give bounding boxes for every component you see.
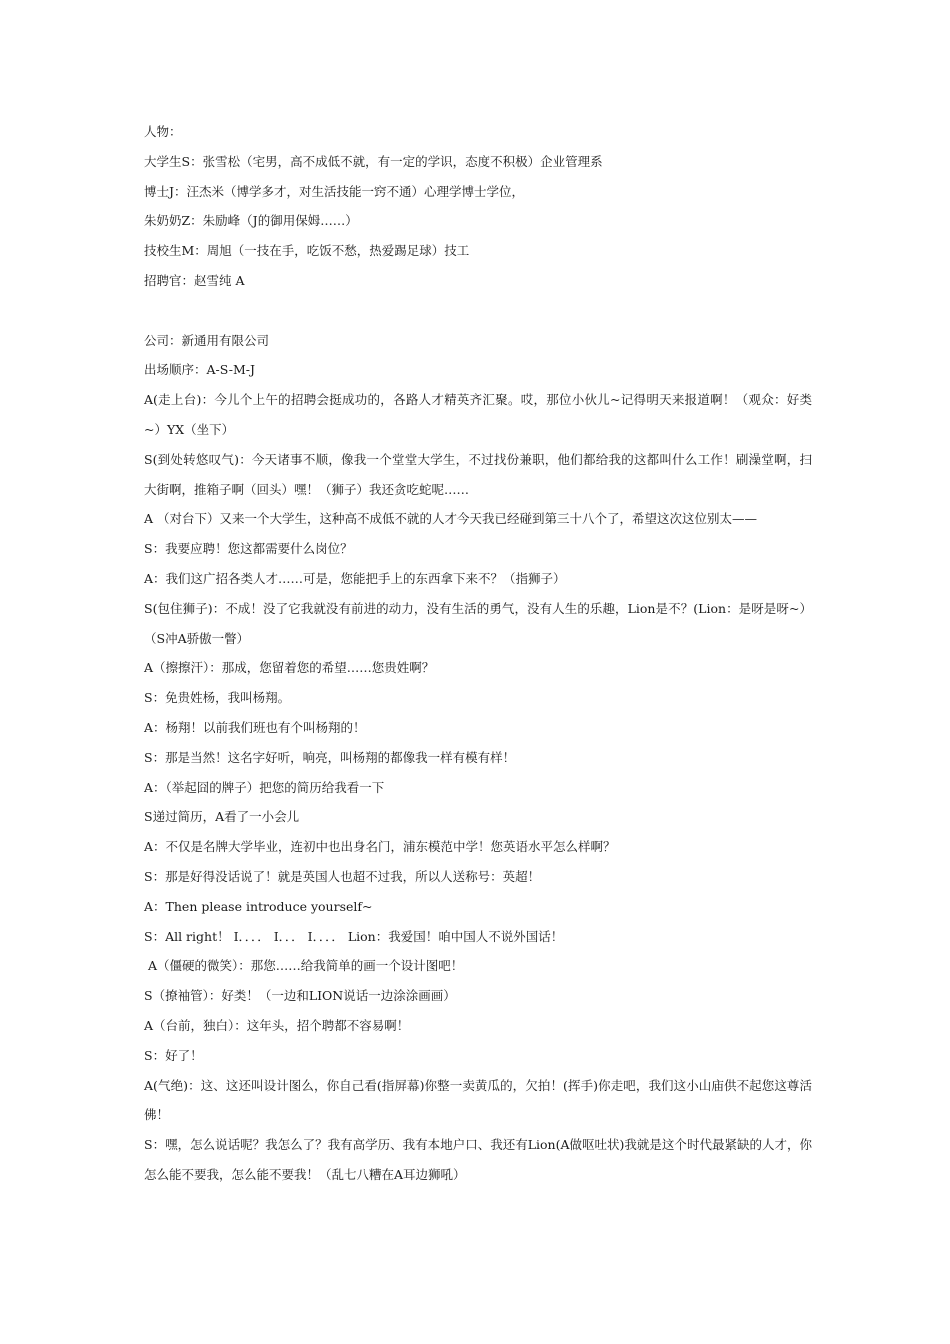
cast-heading: 人物： — [144, 124, 182, 139]
blank-line — [144, 296, 812, 326]
script-line: A（擦擦汗）：那成，您留着您的希望……您贵姓啊？ — [144, 660, 435, 676]
script-line: S：免贵姓杨，我叫杨翔。 — [144, 690, 291, 706]
cast-member: 朱奶奶Z：朱励峰（J的御用保姆……） — [144, 213, 358, 229]
script-line: S（撩袖管）：好类！（一边和LION说话一边涂涂画画） — [144, 988, 456, 1004]
script-line: A（台前，独白）：这年头，招个聘都不容易啊！ — [144, 1017, 410, 1033]
script-line: A （对台下）又来一个大学生，这种高不成低不就的人才今天我已经碰到第三十八个了，希望这次这位别太—— — [144, 511, 758, 527]
script-line: A：（举起囧的牌子）把您的简历给我看一下 — [144, 779, 385, 795]
cast-member: 技校生M：周旭（一技在手，吃饭不愁，热爱踢足球）技工 — [144, 243, 470, 259]
script-line: A：不仅是名牌大学毕业，连初中也出身名门，浦东模范中学！您英语水平怎么样啊？ — [144, 839, 616, 855]
script-line: A：杨翔！以前我们班也有个叫杨翔的！ — [144, 719, 366, 735]
script-line: A：Then please introduce yourself~ — [144, 898, 373, 914]
document-page — [144, 117, 812, 1190]
script-line: A(气绝)：这、这还叫设计图么，你自己看(指屏幕)你整一卖黄瓜的，欠拍！(挥手)你走吧，我们这小山庙供不起您这尊活佛！ — [144, 1077, 812, 1123]
cast-member: 大学生S：张雪松（宅男，高不成低不就，有一定的学识，态度不积极）企业管理系 — [144, 153, 603, 169]
cast-member: 博士J：汪杰米（博学多才，对生活技能一窍不通）心理学博士学位， — [144, 183, 525, 199]
script-line: S：那是好得没话说了！就是英国人也超不过我，所以人送称号：英超！ — [144, 868, 541, 884]
script-line: S递过简历，A看了一小会儿 — [144, 809, 300, 825]
cast-member: 招聘官：赵雪纯 A — [144, 272, 245, 288]
script-line: A(走上台)：今儿个上午的招聘会挺成功的，各路人才精英齐汇聚。哎，那位小伙儿~记得明天来报道啊！（观众：好类~）YX（坐下） — [144, 392, 812, 437]
appearance-order: 出场顺序：A-S-M-J — [144, 362, 256, 378]
script-line: S：我要应聘！您这都需要什么岗位？ — [144, 541, 353, 557]
script-line: S：好了！ — [144, 1047, 203, 1063]
script-line: S(到处转悠叹气)：今天诸事不顺，像我一个堂堂大学生，不过找份兼职，他们都给我的这都叫什么工作！刷澡堂啊，扫大街啊，推箱子啊（回头）嘿！（狮子）我还贪吃蛇呢…… — [144, 451, 812, 497]
script-line: A（僵硬的微笑）：那您……给我简单的画一个设计图吧！ — [144, 958, 464, 974]
script-line: S：All right！ I．．．． I．．． I．．．． Lion：我爱国！咱中国人不说外国话！ — [144, 928, 564, 944]
script-line: S(包住狮子)：不成！没了它我就没有前进的动力，没有生活的勇气，没有人生的乐趣，Lion是不？(Lion：是呀是呀~）（S冲A骄傲一瞥） — [144, 600, 812, 646]
script-line: S：嘿，怎么说话呢？我怎么了？我有高学历、我有本地户口、我还有Lion(A做呕吐状)我就是这个时代最紧缺的人才，你怎么能不要我，怎么能不要我！（乱七八糟在A耳边狮吼） — [144, 1137, 812, 1182]
script-line: S：那是当然！这名字好听，响亮，叫杨翔的都像我一样有模有样！ — [144, 749, 516, 765]
script-line: A：我们这广招各类人才……可是，您能把手上的东西拿下来不？（指狮子） — [144, 570, 566, 586]
company-line: 公司：新通用有限公司 — [144, 332, 270, 348]
